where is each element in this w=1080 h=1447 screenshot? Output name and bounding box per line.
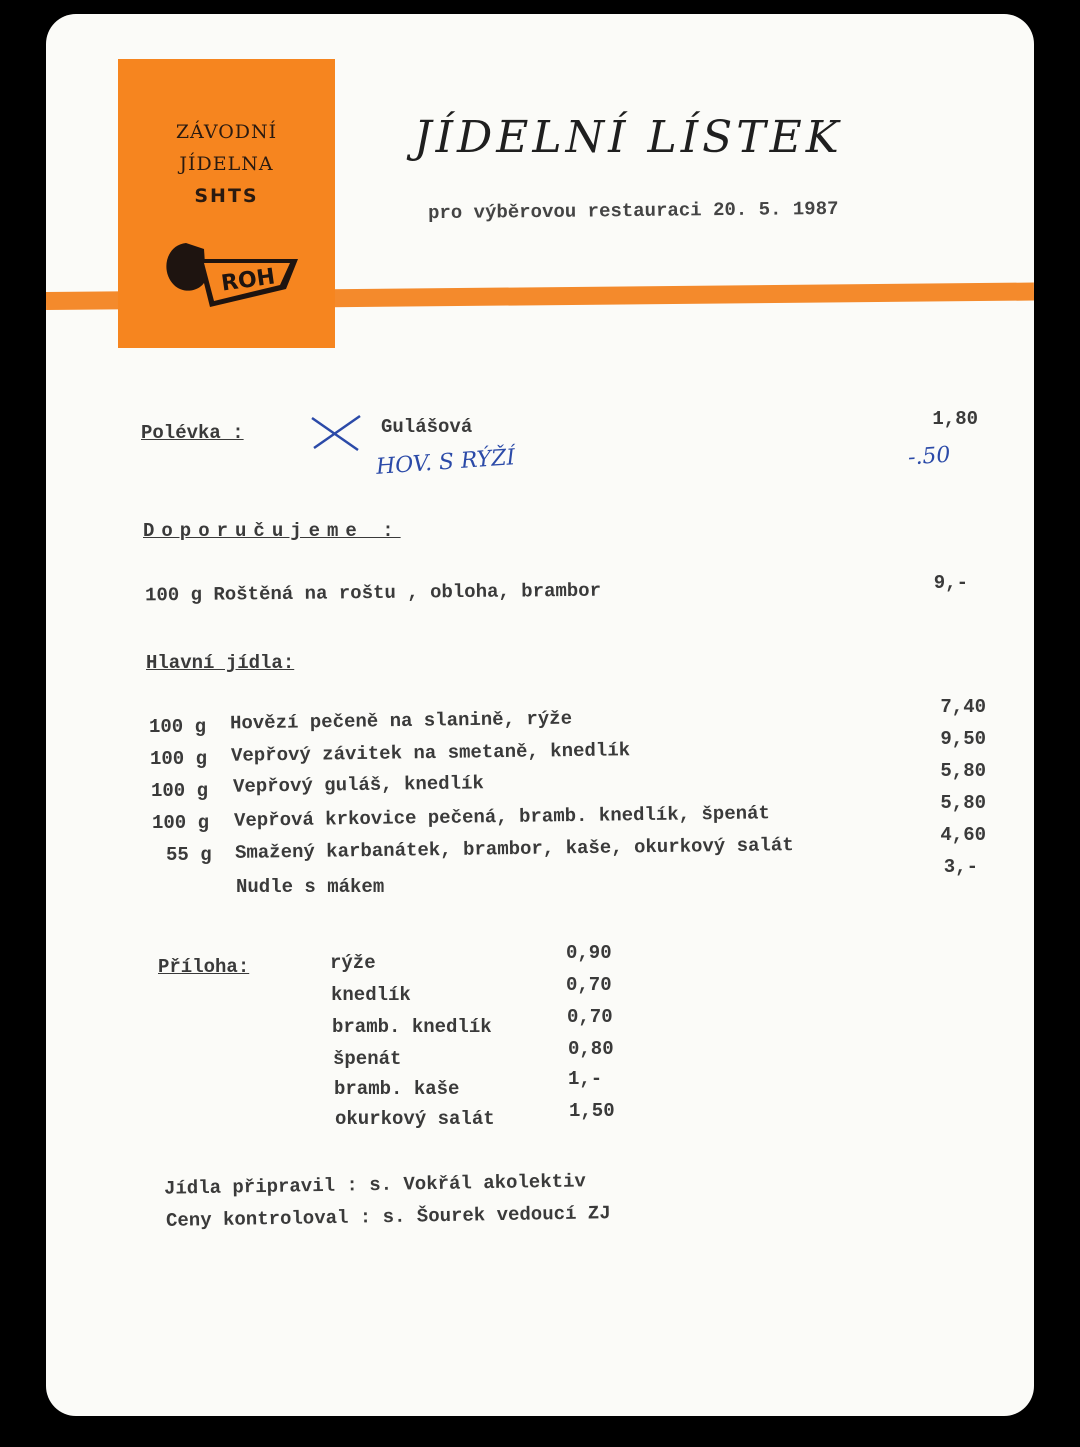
svg-text:ROH: ROH [219, 264, 277, 297]
main-item-price: 5,80 [940, 792, 986, 814]
main-item-price: 3,- [943, 856, 978, 878]
footer-prepared: Jídla připravil : s. Vokřál akolektiv [163, 1170, 587, 1200]
side-item-name: okurkový salát [335, 1108, 495, 1130]
cross-out-mark-icon [308, 412, 364, 454]
main-item-price: 4,60 [940, 824, 986, 846]
handwritten-soup: HOV. S RÝŽÍ [375, 445, 517, 480]
main-label: Hlavní jídla: [146, 652, 295, 674]
side-item-name: rýže [330, 952, 376, 974]
main-item-qty: 100 g [150, 748, 208, 770]
main-item-name: Vepřový závitek na smetaně, knedlík [230, 739, 631, 767]
logo-line-2: JÍDELNA [179, 153, 274, 175]
main-item-qty: 100 g [151, 780, 209, 802]
main-item-price: 5,80 [940, 760, 986, 782]
soup-price: 1,80 [932, 408, 978, 430]
side-item-price: 1,50 [569, 1100, 615, 1122]
main-item-name: Nudle s mákem [236, 876, 385, 898]
side-item-name: bramb. knedlík [332, 1016, 492, 1038]
side-item-price: 0,70 [566, 974, 612, 996]
main-item-qty: 100 g [149, 716, 207, 738]
main-item-qty: 55 g [166, 844, 212, 866]
side-item-price: 0,90 [566, 942, 612, 964]
main-item-name: Vepřový guláš, knedlík [232, 772, 484, 798]
logo-box [118, 59, 335, 348]
side-item-name: bramb. kaše [334, 1078, 460, 1100]
menu-sheet [46, 14, 1034, 1416]
sides-label: Příloha: [158, 956, 250, 978]
roh-emblem-icon [158, 229, 308, 309]
main-item-price: 7,40 [940, 696, 986, 718]
recommend-price: 9,- [933, 572, 968, 594]
page-subtitle: pro výběrovou restauraci 20. 5. 1987 [427, 197, 839, 225]
soup-name: Gulášová [381, 416, 473, 438]
main-item-name: Vepřová krkovice pečená, bramb. knedlík, špenát [233, 802, 771, 832]
logo-line-1: ZÁVODNÍ [175, 121, 278, 143]
soup-label: Polévka : [141, 422, 244, 444]
main-item-qty: 100 g [152, 812, 210, 834]
handwritten-soup-price: -.50 [907, 442, 952, 471]
side-item-name: knedlík [331, 984, 411, 1006]
main-item-name: Hovězí pečeně na slanině, rýže [229, 707, 573, 735]
side-item-price: 1,- [568, 1068, 603, 1090]
main-item-price: 9,50 [940, 728, 986, 750]
side-item-price: 0,70 [567, 1006, 613, 1028]
recommend-item: 100 g Roštěná na roštu , obloha, brambor [144, 579, 602, 607]
recommend-label: Doporučujeme : [143, 520, 401, 542]
footer-checked: Ceny kontroloval : s. Šourek vedoucí ZJ [165, 1202, 611, 1232]
side-item-name: špenát [333, 1048, 402, 1070]
side-item-price: 0,80 [568, 1038, 614, 1060]
main-item-name: Smažený karbanátek, brambor, kaše, okurkový salát [234, 834, 794, 864]
logo-line-3: SHTS [194, 185, 259, 207]
page-title: JÍDELNÍ LÍSTEK [414, 112, 843, 163]
